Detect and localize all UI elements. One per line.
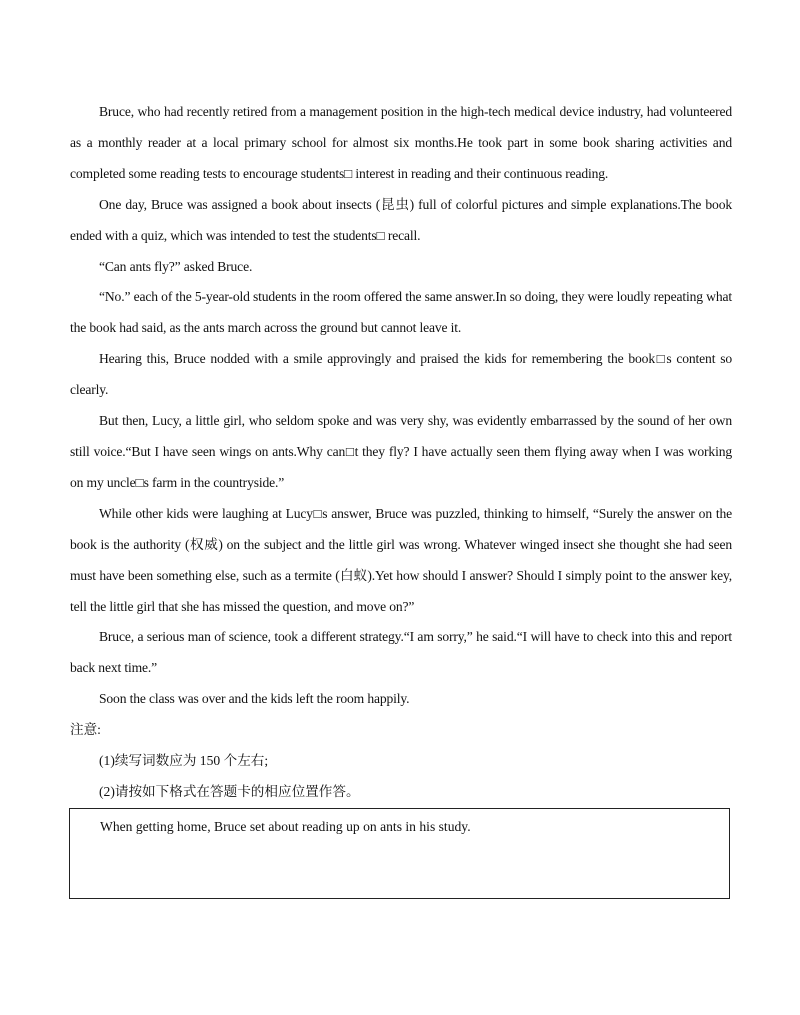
note-item-2: (2)请按如下格式在答题卡的相应位置作答。 (99, 783, 360, 799)
notes-title: 注意: (70, 722, 101, 738)
passage-paragraph-1: Bruce, who had recently retired from a management position in the high-tech medical device industry, had volunteered as a monthly reader at a local primary school for almost six months.He took part in some book sharing activities and completed some reading tests to encourage students□ interest in reading and their continuous reading. (70, 104, 732, 181)
document-page (70, 97, 732, 808)
passage-paragraph-8: Bruce, a serious man of science, took a different strategy.“I am sorry,” he said.“I will have to check into this and report back next time.” (70, 629, 732, 676)
passage-paragraph-4: “No.” each of the 5-year-old students in the room offered the same answer.In so doing, they were loudly repeating what the book had said, as the ants march across the ground but cannot leave it. (70, 289, 732, 336)
passage-paragraph-9: Soon the class was over and the kids left the room happily. (99, 691, 410, 707)
note-item-1: (1)续写词数应为 150 个左右; (99, 753, 269, 769)
passage-paragraph-7: While other kids were laughing at Lucy□s answer, Bruce was puzzled, thinking to himself, “Surely the answer on the book is the authority (权威) on the subject and the little girl was wrong. Whatever winged insect she thought she had seen must have been something else, such as a termite (白蚁).Yet how should I answer? Should I simply point to the answer key, tell the little girl that she has missed the question, and move on?” (70, 505, 732, 614)
passage-paragraph-6: But then, Lucy, a little girl, who seldom spoke and was very shy, was evidently embarrassed by the sound of her own still voice.“But I have seen wings on ants.Why can□t they fly? I have actually seen them flying away when I was working on my uncle□s farm in the countryside.” (70, 413, 732, 490)
passage-paragraph-2: One day, Bruce was assigned a book about insects (昆虫) full of colorful pictures and simple explanations.The book ended with a quiz, which was intended to test the students□ recall. (70, 196, 732, 243)
answer-box[interactable] (69, 808, 730, 899)
answer-starter-sentence: When getting home, Bruce set about reading up on ants in his study. (100, 819, 471, 834)
passage-paragraph-3: “Can ants fly?” asked Bruce. (99, 258, 253, 274)
passage-paragraph-5: Hearing this, Bruce nodded with a smile approvingly and praised the kids for remembering the book□s content so clearly. (70, 351, 732, 398)
